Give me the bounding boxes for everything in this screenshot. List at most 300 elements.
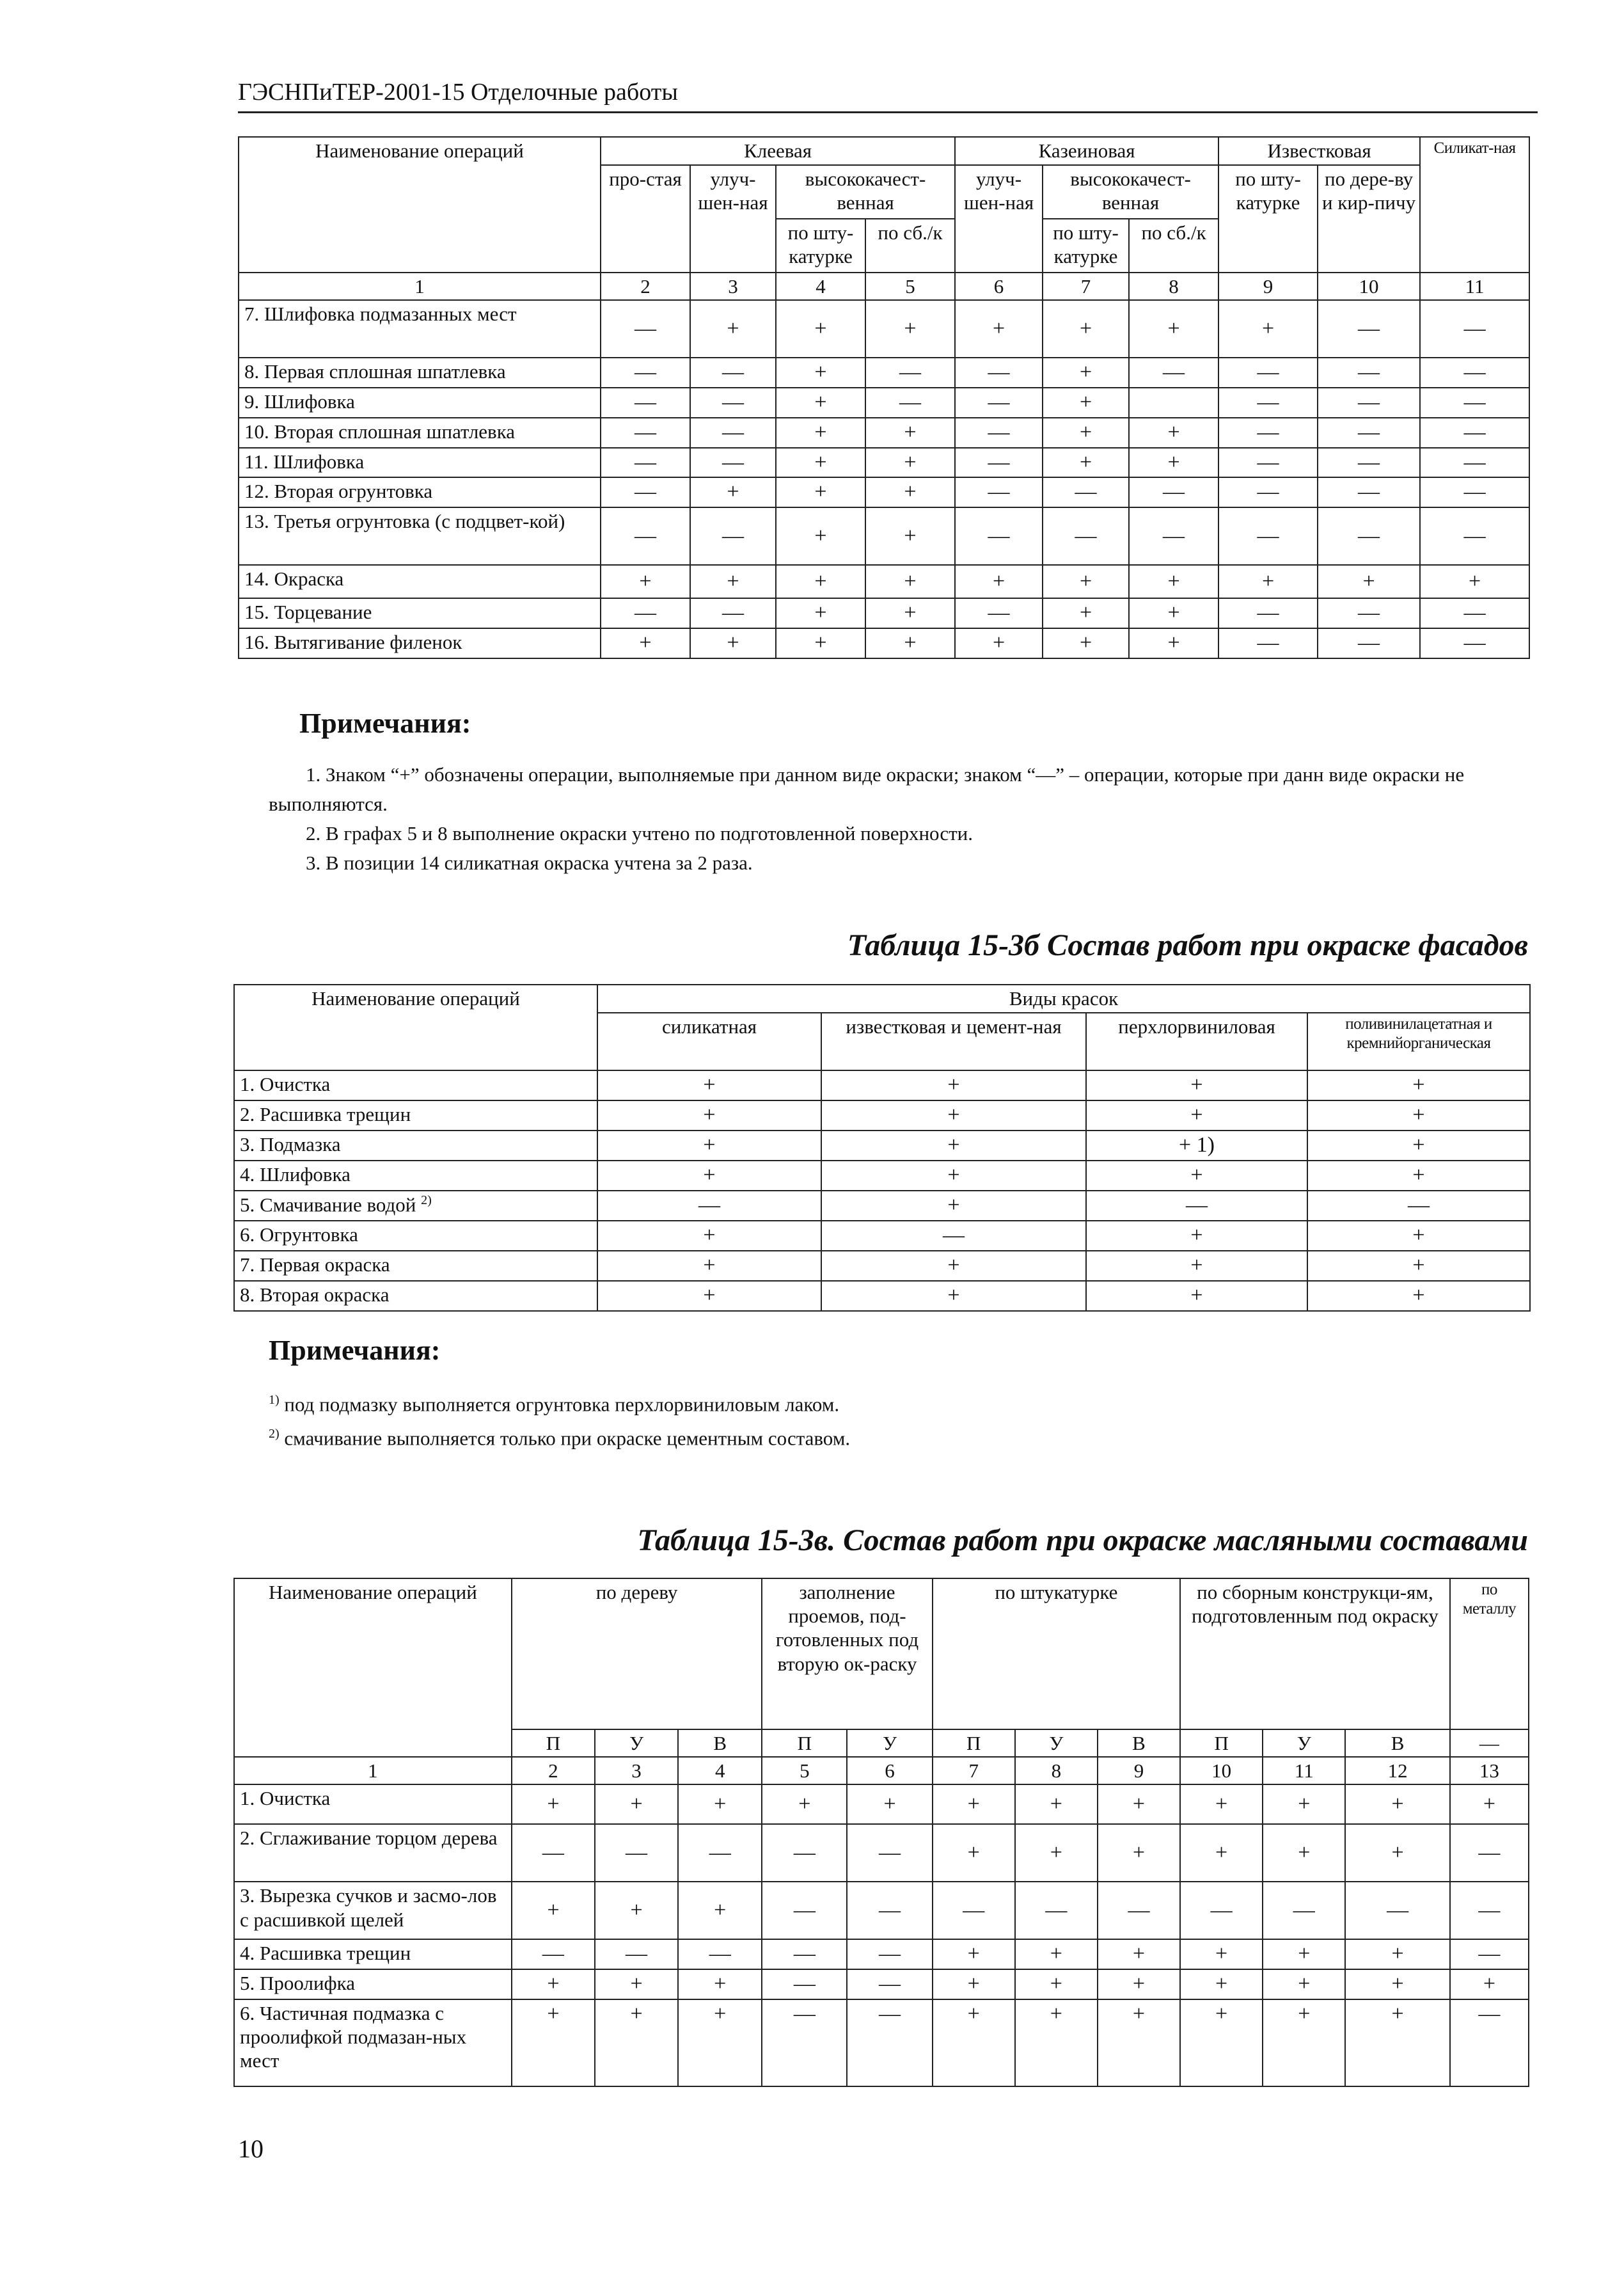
operation-name [234, 1191, 597, 1221]
group-po-metallu: по металлу [1450, 1578, 1529, 1729]
mark: + [865, 300, 955, 358]
page-number: 10 [238, 2134, 264, 2163]
column-number: 1 [239, 273, 601, 300]
operation-label: 3. Подмазка [240, 1133, 341, 1155]
sub-shtukaturke-b: по шту-катурке [1043, 219, 1129, 273]
table-row [239, 448, 1529, 478]
mark: — [597, 1191, 821, 1221]
column-number: 4 [776, 273, 865, 300]
operation-name: 9. Шлифовка [239, 388, 601, 418]
mark: + [678, 1882, 762, 1939]
group-po-shtukaturke: по штукатурке [933, 1578, 1180, 1729]
mark: — [1420, 507, 1529, 565]
mark: + [821, 1191, 1086, 1221]
sub-prostaya: про-стая [601, 165, 690, 273]
header-perhlorvinilovaya: перхлорвиниловая [1086, 1013, 1307, 1070]
column-number: 2 [512, 1757, 595, 1784]
mark: — [955, 507, 1043, 565]
mark: — [1218, 477, 1318, 507]
mark: + [1129, 565, 1218, 598]
mark: + [776, 507, 865, 565]
note-3: 3. В позиции 14 силикатная окраска учтена за 2 раза. [306, 852, 753, 874]
mark: + [1218, 300, 1318, 358]
mark: — [762, 1969, 847, 1999]
mark: — [1129, 507, 1218, 565]
mark: + [821, 1100, 1086, 1131]
mark: — [1129, 477, 1218, 507]
column-number: 11 [1420, 273, 1529, 300]
table-row [234, 1251, 1530, 1281]
column-number: 1 [234, 1757, 512, 1784]
column-number: 2 [601, 273, 690, 300]
mark: — [1318, 358, 1420, 388]
mark: — [847, 1969, 932, 1999]
group-po-sbornym: по сборным конструкци-ям, подготовленным под окраску [1180, 1578, 1450, 1729]
group-izvestkovaya: Известковая [1218, 137, 1420, 165]
column-number: 5 [762, 1757, 847, 1784]
operation-name: 8. Первая сплошная шпатлевка [239, 358, 601, 388]
mark: + [1129, 300, 1218, 358]
mark: + [1307, 1161, 1530, 1191]
table-row [239, 477, 1529, 507]
table-row [234, 1221, 1530, 1251]
mark: + [597, 1100, 821, 1131]
mark: + [678, 1969, 762, 1999]
mark: + [1180, 1999, 1263, 2086]
footnote-mark: 1) [269, 1393, 280, 1407]
operation-name: 5. Проолифка [234, 1969, 512, 1999]
notes-heading: Примечания: [299, 708, 471, 739]
mark: + [1086, 1070, 1307, 1100]
table-row [234, 1070, 1530, 1100]
mark: + [865, 507, 955, 565]
sub-sbk-b: по сб./к [1129, 219, 1218, 273]
mark: — [1218, 507, 1318, 565]
mark: + [1098, 1999, 1180, 2086]
page-header: ГЭСНПиТЕР-2001-15 Отделочные работы [238, 78, 1538, 113]
grade-letter: — [1450, 1729, 1529, 1757]
grade-letter: В [1345, 1729, 1449, 1757]
group-silikatnaya: Силикат-ная [1420, 137, 1529, 273]
table-row [234, 1191, 1530, 1221]
mark: + [821, 1161, 1086, 1191]
mark: — [1450, 1882, 1529, 1939]
mark: + [1345, 1784, 1449, 1824]
mark: + [1098, 1824, 1180, 1882]
operation-label: 2. Расшивка трещин [240, 1103, 411, 1125]
column-number: 5 [865, 273, 955, 300]
header-silikatnaya: силикатная [597, 1013, 821, 1070]
column-number: 6 [847, 1757, 932, 1784]
mark: — [1098, 1882, 1180, 1939]
mark: — [955, 598, 1043, 628]
operation-name [234, 1131, 597, 1161]
group-vidy-krasok: Виды красок [597, 985, 1530, 1013]
sub-vysokokachestvennaya: высококачест-венная [776, 165, 955, 219]
footnote-text: под подмазку выполняется огрунтовка перхлорвиниловым лаком. [279, 1393, 840, 1416]
mark: + [1129, 598, 1218, 628]
mark: + [1098, 1939, 1180, 1969]
mark: + [1043, 358, 1129, 388]
mark: + [1015, 1939, 1098, 1969]
mark: + [1086, 1100, 1307, 1131]
column-number: 9 [1098, 1757, 1180, 1784]
mark: — [1218, 628, 1318, 658]
mark: + [1263, 1999, 1345, 2086]
mark: — [955, 477, 1043, 507]
table-row [234, 1824, 1529, 1882]
mark: — [1318, 448, 1420, 478]
column-number: 7 [933, 1757, 1015, 1784]
mark: — [762, 1824, 847, 1882]
table-row [239, 300, 1529, 358]
mark: + [1043, 448, 1129, 478]
mark: + [690, 565, 776, 598]
mark [1129, 388, 1218, 418]
sub-uluchshennaya: улуч-шен-ная [690, 165, 776, 273]
mark: + [1015, 1969, 1098, 1999]
mark: + [933, 1999, 1015, 2086]
table-row [239, 418, 1529, 448]
footnote-mark: 2) [421, 1193, 432, 1207]
column-number: 8 [1129, 273, 1218, 300]
mark: + [933, 1784, 1015, 1824]
column-number: 10 [1180, 1757, 1263, 1784]
mark: + [1345, 1969, 1449, 1999]
mark: — [1043, 477, 1129, 507]
mark: + [1129, 448, 1218, 478]
operation-name: 6. Частичная подмазка с проолифкой подмазан-ных мест [234, 1999, 512, 2086]
mark: — [865, 358, 955, 388]
operation-name [234, 1161, 597, 1191]
mark: + [776, 418, 865, 448]
mark: — [690, 448, 776, 478]
operation-label: 7. Первая окраска [240, 1253, 390, 1276]
mark: + [1043, 598, 1129, 628]
col-header-operations: Наименование операций [234, 985, 597, 1070]
note-1: 1. Знаком “+” обозначены операции, выполняемые при данном виде окраски; знаком “—” – операции, которые при данн виде окраски не выполняются. [269, 763, 1465, 815]
mark: — [1218, 598, 1318, 628]
notes-block-2 [269, 1385, 1535, 1454]
column-number: 11 [1263, 1757, 1345, 1784]
mark: — [1420, 300, 1529, 358]
mark: — [955, 418, 1043, 448]
mark: + [690, 477, 776, 507]
mark: + [776, 628, 865, 658]
mark: — [1450, 1939, 1529, 1969]
footnote-2 [269, 1419, 1535, 1453]
table-row [239, 565, 1529, 598]
mark: — [1129, 358, 1218, 388]
mark: + [1043, 628, 1129, 658]
mark: + [865, 628, 955, 658]
mark: — [1450, 1999, 1529, 2086]
column-number: 7 [1043, 273, 1129, 300]
mark: + [762, 1784, 847, 1824]
mark: — [1420, 477, 1529, 507]
grade-letter: У [847, 1729, 932, 1757]
mark: — [678, 1824, 762, 1882]
mark: + [512, 1999, 595, 2086]
mark: — [1420, 628, 1529, 658]
mark: — [1307, 1191, 1530, 1221]
mark: + [1318, 565, 1420, 598]
table-row [234, 1784, 1529, 1824]
notes-block-1 [269, 760, 1535, 878]
operation-name: 14. Окраска [239, 565, 601, 598]
sub-uluchshennaya-2: улуч-шен-ная [955, 165, 1043, 273]
mark: + [1129, 418, 1218, 448]
mark: — [847, 1824, 932, 1882]
operation-label: 6. Огрунтовка [240, 1223, 358, 1246]
mark: — [690, 598, 776, 628]
mark: + [776, 388, 865, 418]
mark: + [1180, 1824, 1263, 1882]
column-number: 6 [955, 273, 1043, 300]
operation-name: 3. Вырезка сучков и засмо-лов с расшивкой щелей [234, 1882, 512, 1939]
mark: + [776, 477, 865, 507]
col-header-operations: Наименование операций [239, 137, 601, 273]
mark: + [933, 1939, 1015, 1969]
mark: — [1043, 507, 1129, 565]
sub-shtukaturke-a: по шту-катурке [776, 219, 865, 273]
mark: — [1318, 628, 1420, 658]
mark: + [1263, 1824, 1345, 1882]
column-number: 3 [595, 1757, 678, 1784]
mark: — [1218, 388, 1318, 418]
table-c-caption: Таблица 15-3в. Состав работ при окраске масляными составами [637, 1523, 1528, 1557]
footnote-1 [269, 1385, 1535, 1419]
mark: — [601, 358, 690, 388]
table-c-body [234, 1784, 1529, 2086]
mark: — [847, 1939, 932, 1969]
sub-sbk-a: по сб./к [865, 219, 955, 273]
mark: — [595, 1824, 678, 1882]
column-numbers-row [234, 1757, 1529, 1784]
column-number: 3 [690, 273, 776, 300]
table-row [234, 1939, 1529, 1969]
column-numbers-row [239, 273, 1529, 300]
mark: + [865, 418, 955, 448]
mark: + [601, 565, 690, 598]
mark: + [821, 1281, 1086, 1311]
grade-letter: В [1098, 1729, 1180, 1757]
mark: + [1086, 1221, 1307, 1251]
mark: + [597, 1161, 821, 1191]
mark: + [1450, 1784, 1529, 1824]
mark: + [597, 1070, 821, 1100]
mark: — [1015, 1882, 1098, 1939]
operation-label: 5. Смачивание водой [240, 1193, 416, 1216]
table-row [239, 628, 1529, 658]
mark: + [1180, 1784, 1263, 1824]
mark: + [1043, 565, 1129, 598]
mark: + [847, 1784, 932, 1824]
mark: + [933, 1969, 1015, 1999]
mark: + [776, 358, 865, 388]
mark: + [955, 628, 1043, 658]
mark: — [1420, 358, 1529, 388]
footnote-text: смачивание выполняется только при окраске цементным составом. [279, 1427, 851, 1450]
operation-name [234, 1070, 597, 1100]
mark: — [601, 448, 690, 478]
group-kazeinovaya: Казеиновая [955, 137, 1218, 165]
mark: — [512, 1939, 595, 1969]
column-number: 10 [1318, 273, 1420, 300]
mark: — [955, 448, 1043, 478]
mark: + [933, 1824, 1015, 1882]
operation-name: 4. Расшивка трещин [234, 1939, 512, 1969]
mark: + [1129, 628, 1218, 658]
mark: — [1420, 598, 1529, 628]
col-header-operations: Наименование операций [234, 1578, 512, 1757]
sub-vysokokachestvennaya-2: высококачест-венная [1043, 165, 1218, 219]
mark: — [601, 300, 690, 358]
mark: + [512, 1784, 595, 1824]
mark: — [955, 358, 1043, 388]
mark: + [1180, 1969, 1263, 1999]
mark: — [1218, 448, 1318, 478]
mark: + [1263, 1939, 1345, 1969]
mark: — [1218, 358, 1318, 388]
mark: + [1086, 1161, 1307, 1191]
mark: + [865, 477, 955, 507]
mark: + [865, 598, 955, 628]
grade-letter: В [678, 1729, 762, 1757]
mark: — [1420, 448, 1529, 478]
group-zapolnenie: заполнение проемов, под-готовленных под вторую ок-раску [762, 1578, 932, 1729]
operation-label: 1. Очистка [240, 1073, 331, 1095]
group-po-derevu: по дереву [512, 1578, 762, 1729]
mark: + [776, 448, 865, 478]
mark: + [512, 1882, 595, 1939]
mark: — [847, 1882, 932, 1939]
mark: + [1420, 565, 1529, 598]
mark: — [1318, 477, 1420, 507]
mark: — [1086, 1191, 1307, 1221]
mark: + [1098, 1969, 1180, 1999]
column-number: 4 [678, 1757, 762, 1784]
notes-heading-2: Примечания: [269, 1335, 441, 1366]
mark: + [678, 1999, 762, 2086]
mark: — [1318, 418, 1420, 448]
table-row [234, 1281, 1530, 1311]
mark: + [865, 448, 955, 478]
table-row [234, 1100, 1530, 1131]
table-c [233, 1578, 1529, 2087]
mark: + [776, 598, 865, 628]
mark: — [1318, 388, 1420, 418]
operation-name: 10. Вторая сплошная шпатлевка [239, 418, 601, 448]
operation-name: 16. Вытягивание филенок [239, 628, 601, 658]
operation-name: 11. Шлифовка [239, 448, 601, 478]
mark: + [1450, 1969, 1529, 1999]
mark: + [1345, 1824, 1449, 1882]
mark: + [1015, 1784, 1098, 1824]
operation-name [234, 1221, 597, 1251]
operation-name [234, 1251, 597, 1281]
operation-name: 15. Торцевание [239, 598, 601, 628]
mark: + [1015, 1999, 1098, 2086]
mark: + [776, 565, 865, 598]
mark: — [690, 358, 776, 388]
grade-letter: П [762, 1729, 847, 1757]
mark: + [1345, 1999, 1449, 2086]
mark: — [1318, 598, 1420, 628]
mark: + [1043, 418, 1129, 448]
column-number: 12 [1345, 1757, 1449, 1784]
table-b-caption: Таблица 15-3б Состав работ при окраске фасадов [847, 928, 1528, 962]
mark: + [595, 1784, 678, 1824]
grade-letter: У [1263, 1729, 1345, 1757]
operation-name: 12. Вторая огрунтовка [239, 477, 601, 507]
mark: — [1318, 507, 1420, 565]
mark: — [1450, 1824, 1529, 1882]
grade-letter: П [512, 1729, 595, 1757]
mark: + [1263, 1969, 1345, 1999]
mark: — [762, 1939, 847, 1969]
mark: — [847, 1999, 932, 2086]
operation-name: 7. Шлифовка подмазанных мест [239, 300, 601, 358]
mark: — [601, 388, 690, 418]
note-2: 2. В графах 5 и 8 выполнение окраски учтено по подготовленной поверхности. [306, 822, 973, 845]
table-a-body [239, 300, 1529, 658]
mark: + [821, 1131, 1086, 1161]
sub-po-derevu: по дере-ву и кир-пичу [1318, 165, 1420, 273]
mark: + [1218, 565, 1318, 598]
mark: — [1218, 418, 1318, 448]
mark: — [678, 1939, 762, 1969]
mark: + [1307, 1251, 1530, 1281]
grade-letter: У [1015, 1729, 1098, 1757]
mark: + 1) [1086, 1131, 1307, 1161]
mark: — [690, 418, 776, 448]
mark: + [1307, 1070, 1530, 1100]
table-a [238, 136, 1530, 659]
mark: + [512, 1969, 595, 1999]
mark: + [776, 300, 865, 358]
mark: — [595, 1939, 678, 1969]
table-row [234, 1131, 1530, 1161]
operation-label: 8. Вторая окраска [240, 1283, 390, 1306]
mark: + [1180, 1939, 1263, 1969]
mark: + [1015, 1824, 1098, 1882]
mark: + [597, 1281, 821, 1311]
table-row [234, 1999, 1529, 2086]
operation-name: 2. Сглаживание торцом дерева [234, 1824, 512, 1882]
operation-name [234, 1100, 597, 1131]
mark: + [601, 628, 690, 658]
table-row [239, 598, 1529, 628]
operation-label: 4. Шлифовка [240, 1163, 351, 1186]
mark: — [512, 1824, 595, 1882]
mark: + [1307, 1221, 1530, 1251]
mark: — [601, 507, 690, 565]
mark: + [595, 1999, 678, 2086]
column-number: 9 [1218, 273, 1318, 300]
mark: — [690, 388, 776, 418]
sub-po-shtukaturke: по шту-катурке [1218, 165, 1318, 273]
mark: — [1263, 1882, 1345, 1939]
grade-letter: П [933, 1729, 1015, 1757]
operation-name: 1. Очистка [234, 1784, 512, 1824]
mark: + [1307, 1100, 1530, 1131]
column-number: 8 [1015, 1757, 1098, 1784]
footnote-mark: 2) [269, 1427, 280, 1441]
table-row [239, 358, 1529, 388]
mark: — [1420, 418, 1529, 448]
table-row [234, 1969, 1529, 1999]
